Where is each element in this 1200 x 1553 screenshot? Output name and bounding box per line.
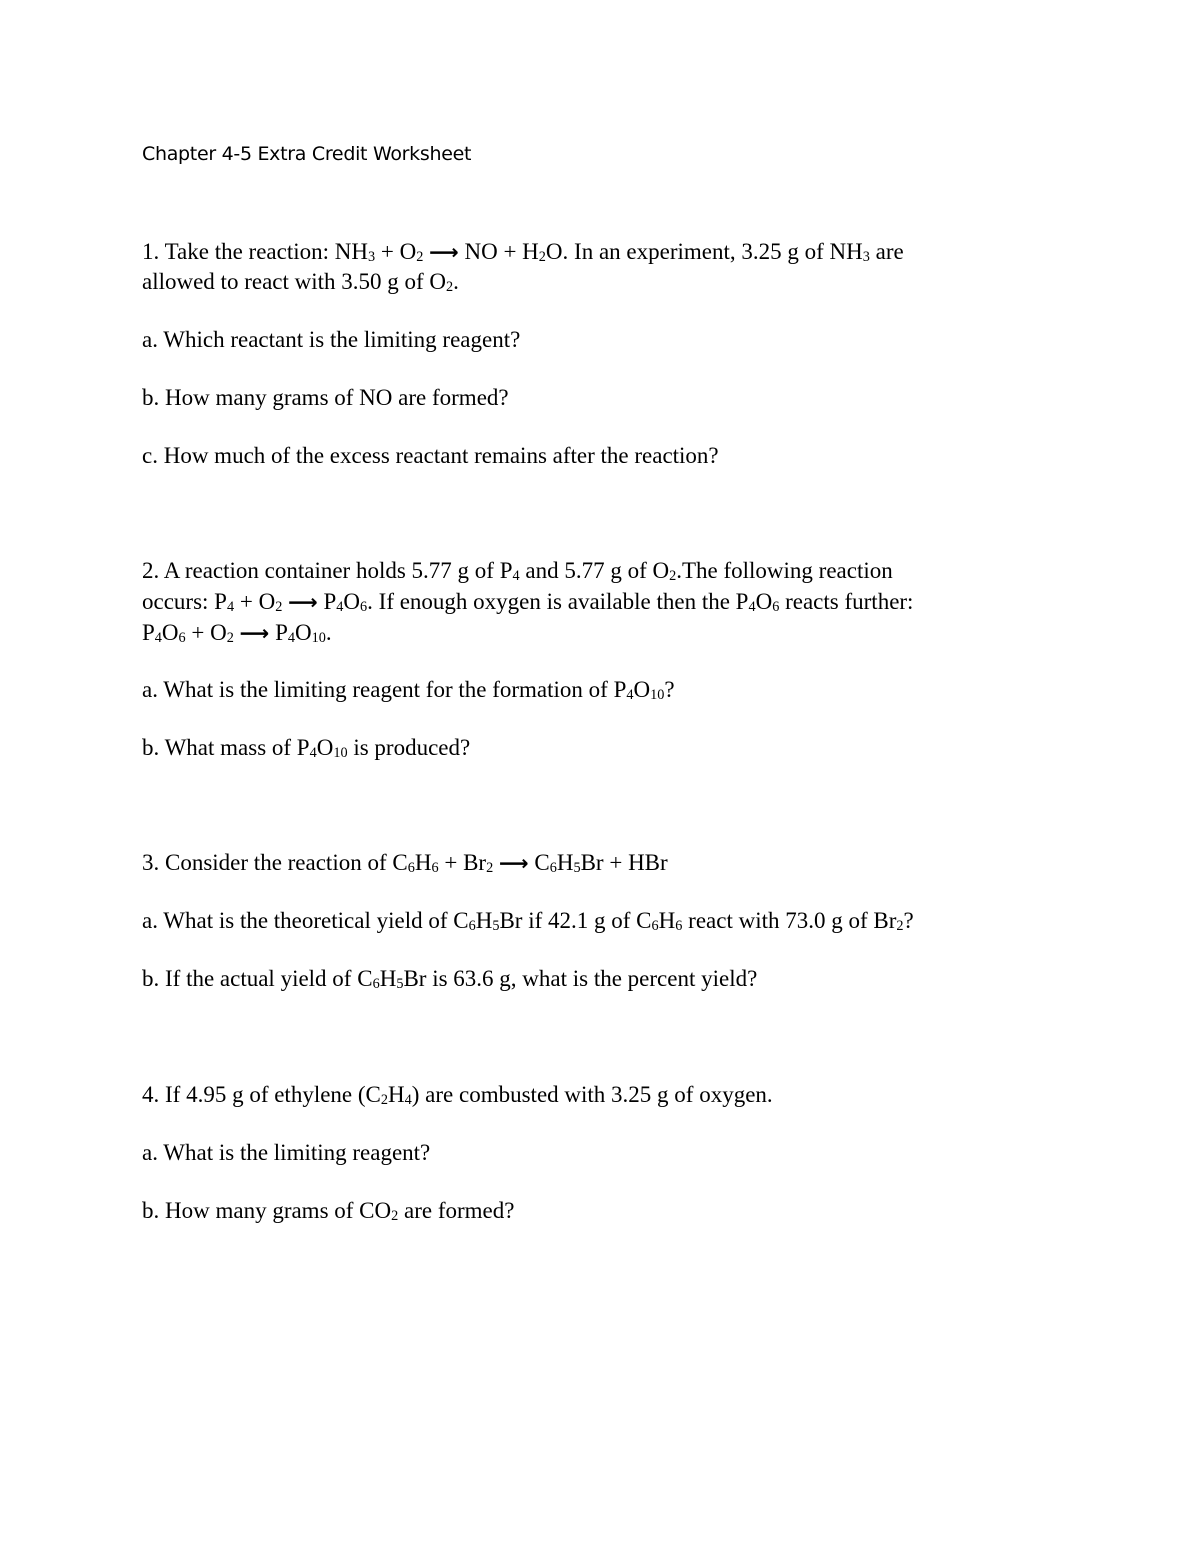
q3-stem: 3. Consider the reaction of $C_6H_6 + Br_2$ ⟶ $C_6H_5Br$ + HBr <box>142 850 668 877</box>
q1-part-c: c. How much of the excess reactant remains after the reaction? <box>142 443 719 468</box>
reaction-arrow-icon: ⟶ <box>429 240 459 264</box>
q1-stem-line-2: allowed to react with 3.50 g of $O_2$. <box>142 269 459 296</box>
q2-part-b: b. What mass of $P_4O_{10}$ is produced? <box>142 735 471 762</box>
q2-stem-line-1: 2. A reaction container holds 5.77 g of $P_4$ and 5.77 g of $O_2.The$ following reaction <box>142 558 893 585</box>
reaction-arrow-icon: ⟶ <box>239 621 270 645</box>
page-title: Chapter 4-5 Extra Credit Worksheet <box>142 143 472 165</box>
q3-part-b: b. If the actual yield of $C_6H_5Br$ is 63.6 g, what is the percent yield? <box>142 966 758 993</box>
q2-part-a: a. What is the limiting reagent for the formation of $P_4O_{10}$? <box>142 677 675 704</box>
reaction-arrow-icon: ⟶ <box>498 851 529 875</box>
q1-part-a: a. Which reactant is the limiting reagent? <box>142 327 521 352</box>
q4-part-a: a. What is the limiting reagent? <box>142 1140 431 1165</box>
q4-stem: 4. If 4.95 g of ethylene $(C_2H_4)$ are combusted with 3.25 g of oxygen. <box>142 1082 773 1109</box>
q1-stem-line-1: 1. Take the reaction: $NH_3 + O_2$ ⟶ NO + $H_2O$. In an experiment, 3.25 g of $NH_3$ are <box>142 239 904 266</box>
q3-part-a: a. What is the theoretical yield of $C_6H_5Br$ if 42.1 g of $C_6H_6$ react with 73.0 g of $Br_2$? <box>142 908 914 935</box>
q2-stem-line-2: occurs: $P_4 + O_2$ ⟶ $P_4O_6$. If enough oxygen is available then the $P_4O_6$ reacts further: <box>142 589 914 616</box>
q1-part-b: b. How many grams of NO are formed? <box>142 385 509 410</box>
q2-stem-line-3: $P_4O_6 + O_2$ ⟶ $P_4O_{10}$. <box>142 620 332 647</box>
reaction-arrow-icon: ⟶ <box>288 590 318 614</box>
q4-part-b: b. How many grams of $CO_2$ are formed? <box>142 1198 515 1225</box>
